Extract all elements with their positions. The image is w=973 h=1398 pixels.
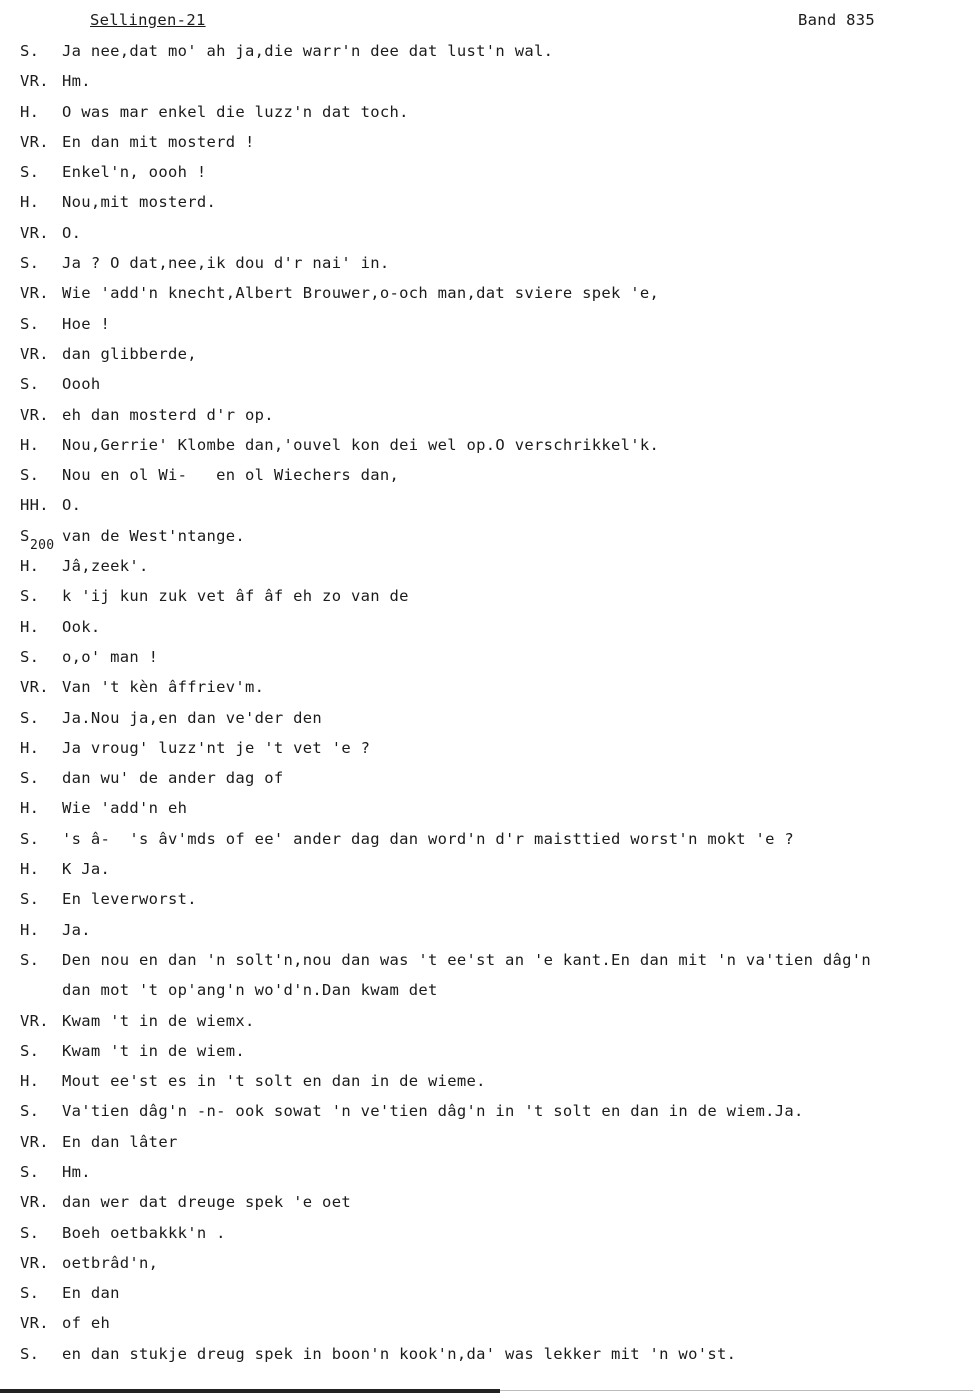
transcript-line (0, 187, 973, 217)
utterance-text: Hoe ! (62, 314, 111, 333)
transcript-line (0, 490, 973, 520)
transcript-line (0, 430, 973, 460)
transcript-line (0, 1187, 973, 1217)
utterance-text: dan glibberde, (62, 344, 197, 363)
transcript-line (0, 612, 973, 642)
transcript-line (0, 581, 973, 611)
utterance-text: En dan mit mosterd ! (62, 132, 255, 151)
transcript-line (0, 854, 973, 884)
utterance-text: o,o' man ! (62, 647, 159, 666)
speaker-label: HH. (20, 496, 49, 515)
utterance-text: Kwam 't in de wiem. (62, 1041, 246, 1060)
utterance-text: Va'tien dâg'n -n- ook sowat 'n ve'tien dâg'n in 't solt en dan in de wiem.Ja. (62, 1102, 804, 1121)
speaker-label: S. (20, 466, 40, 485)
utterance-text: Nou,mit mosterd. (62, 193, 217, 212)
bottom-rule (0, 1389, 500, 1393)
speaker-label: H. (20, 799, 40, 818)
utterance-text: En dan lâter (62, 1132, 178, 1151)
utterance-text: O. (62, 223, 82, 242)
utterance-text: O. (62, 496, 82, 515)
transcript-line (0, 309, 973, 339)
utterance-text: 's â- 's âv'mds of ee' ander dag dan word'n d'r maisttied worst'n mokt 'e ? (62, 829, 795, 848)
speaker-label: H. (20, 738, 40, 757)
speaker-label: S. (20, 1041, 40, 1060)
utterance-text: O was mar enkel die luzz'n dat toch. (62, 102, 409, 121)
utterance-text: dan wu' de ander dag of (62, 769, 284, 788)
speaker-label: S (20, 526, 30, 545)
speaker-label: S. (20, 587, 40, 606)
speaker-label: VR. (20, 1253, 49, 1272)
utterance-text: en dan stukje dreug spek in boon'n kook'n,da' was lekker mit 'n wo'st. (62, 1344, 737, 1363)
transcript-line (0, 945, 973, 975)
utterance-text: Nou,Gerrie' Klombe dan,'ouvel kon dei wel op.O verschrikkel'k. (62, 435, 660, 454)
transcript-line (0, 36, 973, 66)
utterance-text: k 'ij kun zuk vet âf âf eh zo van de (62, 587, 409, 606)
transcript-line (0, 1127, 973, 1157)
utterance-text: Den nou en dan 'n solt'n,nou dan was 't ee'st an 'e kant.En dan mit 'n va'tien dâg'n (62, 950, 872, 969)
transcript-line (0, 1066, 973, 1096)
transcript-line (0, 1036, 973, 1066)
transcript-line (0, 218, 973, 248)
counter-marker: 200 (30, 537, 55, 553)
speaker-label: H. (20, 102, 40, 121)
document-title: Sellingen-21 (90, 11, 206, 29)
transcript-line (0, 1308, 973, 1338)
transcript-line (0, 278, 973, 308)
utterance-text: Van 't kèn âffriev'm. (62, 678, 265, 697)
utterance-text: oetbrâd'n, (62, 1253, 159, 1272)
transcript-line (0, 1006, 973, 1036)
utterance-text: K Ja. (62, 860, 111, 879)
transcript-line (0, 369, 973, 399)
utterance-text: En leverworst. (62, 890, 197, 909)
speaker-label: VR. (20, 1193, 49, 1212)
speaker-label: S. (20, 1102, 40, 1121)
utterance-text: Ja ? O dat,nee,ik dou d'r nai' in. (62, 254, 390, 273)
utterance-text: van de West'ntange. (62, 526, 246, 545)
utterance-text: Wie 'add'n eh (62, 799, 188, 818)
transcript-line (0, 1278, 973, 1308)
transcript-line (0, 915, 973, 945)
transcript-line (0, 703, 973, 733)
speaker-label: S. (20, 163, 40, 182)
speaker-label: H. (20, 435, 40, 454)
utterance-text: of eh (62, 1314, 111, 1333)
utterance-text: Ja vroug' luzz'nt je 't vet 'e ? (62, 738, 371, 757)
utterance-text: Ook. (62, 617, 101, 636)
speaker-label: VR. (20, 405, 49, 424)
speaker-label: VR. (20, 1132, 49, 1151)
transcript-line (0, 339, 973, 369)
speaker-label: H. (20, 617, 40, 636)
band-number: Band 835 (798, 11, 876, 29)
transcript-line (0, 157, 973, 187)
transcript-line (0, 884, 973, 914)
transcript-line (0, 248, 973, 278)
speaker-label: S. (20, 769, 40, 788)
utterance-text: Ja.Nou ja,en dan ve'der den (62, 708, 323, 727)
transcript-line (0, 1157, 973, 1187)
utterance-text: Enkel'n, oooh ! (62, 163, 207, 182)
speaker-label: H. (20, 557, 40, 576)
transcript-line (0, 824, 973, 854)
utterance-text: En dan (62, 1284, 120, 1303)
transcript-line (0, 1339, 973, 1369)
speaker-label: VR. (20, 223, 49, 242)
transcript-line (0, 672, 973, 702)
speaker-label: H. (20, 860, 40, 879)
utterance-text: dan wer dat dreuge spek 'e oet (62, 1193, 351, 1212)
speaker-label: VR. (20, 678, 49, 697)
transcript-line (0, 763, 973, 793)
transcript-line (0, 551, 973, 581)
utterance-text: Boeh oetbakkk'n . (62, 1223, 226, 1242)
speaker-label: VR. (20, 72, 49, 91)
transcript-line (0, 975, 973, 1005)
transcript-line (0, 127, 973, 157)
transcript-line (0, 1248, 973, 1278)
speaker-label: S. (20, 314, 40, 333)
speaker-label: S. (20, 1284, 40, 1303)
transcript-line (0, 1218, 973, 1248)
speaker-label: VR. (20, 1314, 49, 1333)
speaker-label: VR. (20, 132, 49, 151)
utterance-text: Mout ee'st es in 't solt en dan in de wieme. (62, 1072, 486, 1091)
speaker-label: VR. (20, 344, 49, 363)
speaker-label: S. (20, 1223, 40, 1242)
transcript-lines (0, 36, 973, 1369)
speaker-label: S. (20, 254, 40, 273)
speaker-label: S. (20, 829, 40, 848)
speaker-label: H. (20, 920, 40, 939)
speaker-label: S. (20, 950, 40, 969)
speaker-label: S. (20, 375, 40, 394)
transcript-line (0, 1096, 973, 1126)
speaker-label: S. (20, 1162, 40, 1181)
transcript-line (0, 460, 973, 490)
bottom-rule-thin (500, 1390, 973, 1391)
utterance-text: Wie 'add'n knecht,Albert Brouwer,o-och man,dat sviere spek 'e, (62, 284, 660, 303)
transcript-line (0, 521, 973, 551)
speaker-label: VR. (20, 1011, 49, 1030)
transcript-line (0, 66, 973, 96)
speaker-label: S. (20, 890, 40, 909)
transcript-line (0, 97, 973, 127)
speaker-label: VR. (20, 284, 49, 303)
speaker-label: S. (20, 1344, 40, 1363)
utterance-text: Oooh (62, 375, 101, 394)
utterance-text: Hm. (62, 72, 91, 91)
utterance-text: eh dan mosterd d'r op. (62, 405, 274, 424)
transcript-line (0, 793, 973, 823)
speaker-label: S. (20, 708, 40, 727)
utterance-text: Ja. (62, 920, 91, 939)
utterance-text: Hm. (62, 1162, 91, 1181)
speaker-label: S. (20, 647, 40, 666)
utterance-text: Jâ,zeek'. (62, 557, 149, 576)
speaker-label: S. (20, 42, 40, 60)
utterance-text: Nou en ol Wi- en ol Wiechers dan, (62, 466, 400, 485)
utterance-text: Kwam 't in de wiemx. (62, 1011, 255, 1030)
transcript-line (0, 400, 973, 430)
utterance-text: Ja nee,dat mo' ah ja,die warr'n dee dat lust'n wal. (62, 42, 554, 60)
transcript-line (0, 733, 973, 763)
speaker-label: H. (20, 1072, 40, 1091)
speaker-label: H. (20, 193, 40, 212)
transcript-line (0, 642, 973, 672)
utterance-text: dan mot 't op'ang'n wo'd'n.Dan kwam det (62, 981, 438, 1000)
